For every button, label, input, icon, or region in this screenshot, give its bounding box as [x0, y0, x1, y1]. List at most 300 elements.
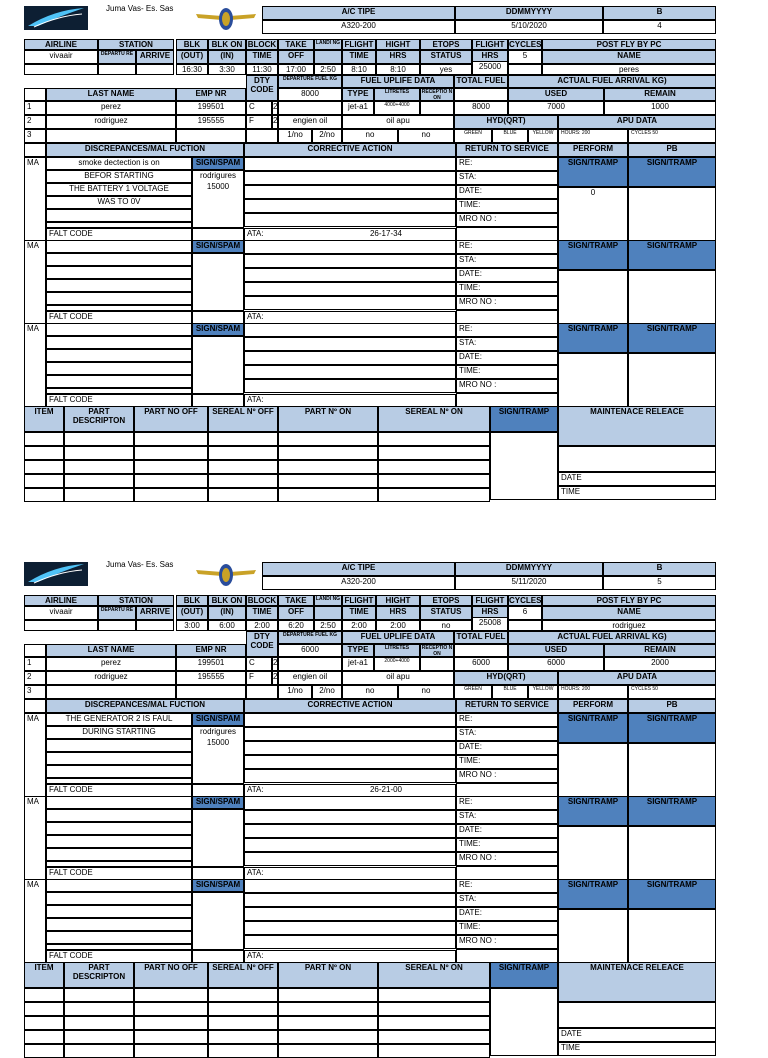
pb-sign-tramp: SIGN/TRAMP [628, 879, 716, 909]
name-value: rodriguez [542, 620, 716, 631]
parts-cell [378, 432, 490, 446]
ma-label: MA [24, 240, 46, 325]
pb-sign-tramp: SIGN/TRAMP [628, 157, 716, 187]
logbook-sheet-1 [0, 0, 768, 500]
release-date-label: DATE [558, 1028, 716, 1042]
flight-time-label: FLIGHT [342, 595, 376, 606]
corrective-line [244, 199, 456, 213]
discrepancy-line [46, 765, 192, 778]
rts-sta: STA: [456, 893, 558, 907]
total-fuel-label: TOTAL FUEL [454, 75, 508, 88]
discrepancy-line [46, 879, 192, 892]
parts-cell [378, 446, 490, 460]
parts-cell [64, 446, 134, 460]
corrective-action-label: CORRECTIVE ACTION [244, 143, 456, 157]
crew-3-code [246, 129, 278, 143]
discrepancy-line [46, 323, 192, 336]
hight-hrs-value: 2:00 [376, 620, 420, 631]
discrepancy-line: THE BATTERY 1 VOLTAGE [46, 183, 192, 196]
discrepancy-line [46, 809, 192, 822]
winged-emblem-icon [194, 560, 258, 588]
departure-value [98, 620, 136, 631]
parts-cell [378, 1002, 490, 1016]
discrepancy-line [46, 240, 192, 253]
airline-blank [24, 64, 98, 75]
ma-label: MA [24, 713, 46, 798]
return-to-service-label: RETURN TO SERVICE [456, 699, 558, 713]
parts-sign-tramp: SIGN/TRAMP [490, 962, 558, 988]
etops-sub: STATUS [420, 50, 472, 64]
flight-time-sub: TIME [342, 50, 376, 64]
part-description-label: PART DESCRIPTON [64, 406, 134, 432]
fault-code-label: FALT CODE [46, 228, 192, 242]
fuel-uplift-label: FUEL UPLIFE DATA [342, 631, 454, 644]
discrepancy-line [46, 375, 192, 388]
rts-sta: STA: [456, 337, 558, 351]
dty-code-label: DTY CODE [246, 75, 278, 101]
oil-apu-2: no [398, 129, 454, 143]
arrive-label: ARRIVE [136, 606, 174, 620]
block-sub: TIME [246, 606, 278, 620]
parts-cell [208, 460, 278, 474]
block-time-value: 2:00 [246, 620, 278, 631]
ma-label: MA [24, 879, 46, 964]
litres-value: 4000+4000 [374, 101, 420, 115]
actual-fuel-label: ACTUAL FUEL ARRIVAL KG) [508, 631, 716, 644]
corrective-line [244, 921, 456, 935]
crew-3-emp-nr [176, 129, 246, 143]
etops-sub: STATUS [420, 606, 472, 620]
hight-hrs-value: 8:10 [376, 64, 420, 75]
arrive-label: ARRIVE [136, 50, 174, 64]
corrective-line [244, 796, 456, 810]
discrepancy-line [46, 336, 192, 349]
parts-cell [278, 1030, 378, 1044]
discrepancy-line [46, 905, 192, 918]
parts-cell [378, 474, 490, 488]
parts-sign-tramp: SIGN/TRAMP [490, 406, 558, 432]
parts-cell [208, 1044, 278, 1058]
maintenance-release-label: MAINTENACE RELEACE [558, 962, 716, 1002]
pb-sign-tramp: SIGN/TRAMP [628, 240, 716, 270]
crew-index-header [24, 88, 46, 101]
parts-cell [64, 460, 134, 474]
name-value: peres [542, 64, 716, 75]
item-label: ITEM [24, 962, 64, 988]
used-value: 7000 [508, 101, 604, 115]
sign-spam-label: SIGN/SPAM [192, 713, 244, 726]
reception-value [420, 657, 454, 671]
flight-hrs-label: FLIGHT [472, 595, 508, 606]
blk-out-sub: (OUT) [176, 606, 208, 620]
parts-cell [278, 446, 378, 460]
rts-time_lbl: TIME: [456, 199, 558, 213]
parts-cell [64, 1030, 134, 1044]
crew-3-last-name [46, 685, 176, 699]
departure-fuel-value: 8000 [278, 88, 342, 101]
oil-apu-2: no [398, 685, 454, 699]
rts-date_lbl: DATE: [456, 268, 558, 282]
block-label: BLOCK [247, 40, 277, 49]
rts-time_lbl: TIME: [456, 838, 558, 852]
parts-cell [64, 1044, 134, 1058]
fuel-type-value: jet-a1 [342, 101, 374, 115]
landing-sub [314, 50, 342, 64]
parts-cell [134, 446, 208, 460]
ata-label: ATA: [244, 228, 456, 242]
rts-re: RE: [456, 796, 558, 810]
parts-cell [278, 1002, 378, 1016]
crew-2-code-num: 2 [272, 115, 278, 129]
engine-oil-1: 1/no [278, 129, 312, 143]
flight-hrs-label: FLIGHT [472, 39, 508, 50]
pb-value [628, 353, 716, 408]
parts-cell [24, 488, 64, 502]
parts-cell [208, 1016, 278, 1030]
b-label: B [603, 562, 716, 576]
crew-1-last-name: perez [46, 101, 176, 115]
sign-spam-label: SIGN/SPAM [192, 796, 244, 809]
parts-cell [378, 988, 490, 1002]
etops-value: yes [420, 64, 472, 75]
rts-mro: MRO NO : [456, 852, 558, 866]
discrepancy-line [46, 279, 192, 292]
perform-value [558, 826, 628, 881]
departure-label: DEPARTU RE [98, 606, 136, 620]
total-fuel-blank [454, 88, 508, 101]
parts-cell [134, 1044, 208, 1058]
flight-hrs-value: 25000 [472, 61, 508, 75]
perform-value [558, 743, 628, 798]
discrepancy-line [46, 739, 192, 752]
parts-cell [24, 446, 64, 460]
emp-nr-label: EMP NR [176, 88, 246, 101]
rts-date_lbl: DATE: [456, 351, 558, 365]
discrepancy-line [46, 796, 192, 809]
pb-value [628, 826, 716, 881]
etops-label: ETOPS [420, 595, 472, 606]
ac-type-label: A/C TIPE [262, 562, 455, 576]
rts-time_lbl: TIME: [456, 282, 558, 296]
rts-date_lbl: DATE: [456, 824, 558, 838]
rts-mro: MRO NO : [456, 379, 558, 393]
crew-2-emp-nr: 195555 [176, 671, 246, 685]
engine-oil-2: 2/no [312, 129, 342, 143]
parts-cell [378, 1030, 490, 1044]
parts-cell [64, 1002, 134, 1016]
rts-time_lbl: TIME: [456, 755, 558, 769]
pb-label: PB [628, 143, 716, 157]
ac-type-label: A/C TIPE [262, 6, 455, 20]
airline-value: vivaair [24, 606, 98, 620]
parts-cell [378, 1016, 490, 1030]
ma-label: MA [24, 323, 46, 408]
disc-header-index [24, 699, 46, 713]
corrective-line [244, 240, 456, 254]
corrective-line [244, 254, 456, 268]
hight-label: HIGHT [376, 39, 420, 50]
discrepancy-line: WAS TO 0V [46, 196, 192, 209]
parts-cell [134, 488, 208, 502]
corrective-line [244, 337, 456, 351]
landing-sub [314, 606, 342, 620]
blk-on-label: BLK ON [208, 595, 246, 606]
sign-spam-value [192, 892, 244, 950]
part-no-off-label: PART NO OFF [134, 406, 208, 432]
parts-cell [278, 1044, 378, 1058]
crew-index-header [24, 644, 46, 657]
reception-label: RECEPTIO N ON [421, 89, 453, 101]
rts-sta: STA: [456, 171, 558, 185]
take-off-sub: OFF [278, 606, 314, 620]
take-off-value: 17:00 [278, 64, 314, 75]
apu-hours: HOURS: 200 [558, 129, 628, 143]
corrective-line [244, 323, 456, 337]
departure-label: DEPARTU RE [98, 50, 136, 64]
flight-hrs-sub: HRS [472, 50, 508, 64]
crew-row-3-index: 3 [24, 685, 46, 699]
parts-cell [208, 446, 278, 460]
parts-cell [378, 1044, 490, 1058]
parts-cell [208, 1002, 278, 1016]
maintenance-release-label: MAINTENACE RELEACE [558, 406, 716, 446]
perform-sign-tramp: SIGN/TRAMP [558, 323, 628, 353]
actual-fuel-label: ACTUAL FUEL ARRIVAL KG) [508, 75, 716, 88]
blk-on-label: BLK ON [208, 39, 246, 50]
discrepancy-line [46, 266, 192, 279]
cycles-label: CYCLES [509, 40, 542, 49]
landing-value: 2:50 [314, 64, 342, 75]
parts-cell [134, 1002, 208, 1016]
parts-cell [208, 1030, 278, 1044]
ata-code-value: 26-17-34 [369, 229, 403, 238]
discrepancy-line [46, 209, 192, 222]
part-no-off-label: PART NO OFF [134, 962, 208, 988]
parts-cell [278, 1016, 378, 1030]
oil-apu-label: oil apu [342, 115, 454, 129]
rts-re: RE: [456, 240, 558, 254]
remain-label: REMAIN [604, 88, 716, 101]
corrective-line [244, 852, 456, 866]
fault-code-label: FALT CODE [46, 950, 192, 964]
airline-blank [24, 620, 98, 631]
name-label: NAME [542, 50, 716, 64]
sign-spam-label: SIGN/SPAM [192, 157, 244, 170]
perform-value [558, 270, 628, 325]
name-label: NAME [542, 606, 716, 620]
parts-cell [64, 474, 134, 488]
date-value: 5/10/2020 [455, 20, 603, 34]
return-to-service-label: RETURN TO SERVICE [456, 143, 558, 157]
crew-2-code-num: 2 [272, 671, 278, 685]
flight-time-value: 8:10 [342, 64, 376, 75]
crew-3-code [246, 685, 278, 699]
parts-cell [24, 1016, 64, 1030]
remain-value: 1000 [604, 101, 716, 115]
parts-cell [208, 474, 278, 488]
sign-spam-value: rodrigures [192, 726, 244, 784]
discrepancy-line: DURING STARTING [46, 726, 192, 739]
parts-cell [24, 432, 64, 446]
rts-date_lbl: DATE: [456, 907, 558, 921]
fault-code-label: FALT CODE [46, 784, 192, 798]
apu-cycles: CYCLES 50 [628, 685, 716, 699]
emp-nr-label: EMP NR [176, 644, 246, 657]
blk-out-value: 16:30 [176, 64, 208, 75]
pb-sign-tramp: SIGN/TRAMP [628, 796, 716, 826]
discrepancy-line: smoke dectection is on [46, 157, 192, 170]
apu-cycles: CYCLES 50 [628, 129, 716, 143]
hyd-label: HYD(QRT) [454, 115, 558, 129]
b-label: B [603, 6, 716, 20]
parts-cell [64, 432, 134, 446]
pb-value [628, 187, 716, 242]
crew-1-code: C [246, 657, 272, 671]
parts-cell [278, 460, 378, 474]
reception-value [420, 101, 454, 115]
rts-mro: MRO NO : [456, 213, 558, 227]
crew-row-3-index: 3 [24, 129, 46, 143]
ata-label: ATA: [244, 784, 456, 798]
hyd-yellow: YELLOW [528, 685, 558, 699]
fault-code-label: FALT CODE [46, 867, 192, 881]
arrive-value [136, 620, 174, 631]
crew-1-blank [278, 101, 342, 115]
rts-sta: STA: [456, 727, 558, 741]
take-off-value: 6:20 [278, 620, 314, 631]
parts-cell [208, 988, 278, 1002]
rts-re: RE: [456, 157, 558, 171]
apu-data-label: APU DATA [558, 115, 716, 129]
crew-2-last-name: rodriguez [46, 115, 176, 129]
total-fuel-value: 8000 [454, 101, 508, 115]
take-off-label: TAKE [278, 39, 314, 50]
dty-code-label: DTY CODE [246, 631, 278, 657]
hyd-blue: BLUE [492, 129, 528, 143]
total-fuel-blank [454, 644, 508, 657]
serial-off-label: SEREAL Nº OFF [208, 406, 278, 432]
parts-cell [278, 988, 378, 1002]
crew-2-code: F [246, 671, 272, 685]
corrective-line [244, 351, 456, 365]
engine-oil-label: engien oil [278, 115, 342, 129]
discrepancy-line: BEFOR STARTING [46, 170, 192, 183]
oil-apu-label: oil apu [342, 671, 454, 685]
fuel-type-label: TYPE [342, 644, 374, 657]
sign-spam-number: 15000 [206, 738, 230, 747]
corrective-line [244, 185, 456, 199]
hight-label: HIGHT [376, 595, 420, 606]
b-value: 5 [603, 576, 716, 590]
corrective-line [244, 907, 456, 921]
perform-sign-tramp: SIGN/TRAMP [558, 240, 628, 270]
parts-cell [278, 474, 378, 488]
perform-sign-tramp: SIGN/TRAMP [558, 796, 628, 826]
serial-on-label: SEREAL Nº ON [378, 962, 490, 988]
ata-label: ATA: [244, 394, 456, 408]
parts-cell [208, 432, 278, 446]
corrective-line [244, 713, 456, 727]
engine-oil-label: engien oil [278, 671, 342, 685]
fuel-type-value: jet-a1 [342, 657, 374, 671]
corrective-line [244, 282, 456, 296]
corrective-line [244, 268, 456, 282]
landing-value: 2:50 [314, 620, 342, 631]
airline-label: AIRLINE [24, 39, 98, 50]
parts-cell [278, 488, 378, 502]
discrepancies-label: DISCREPANCES/MAL FUCTION [46, 699, 244, 713]
total-fuel-value: 6000 [454, 657, 508, 671]
crew-1-code: C [246, 101, 272, 115]
company-name: Juma Vas- Es. Sas [106, 560, 174, 569]
corrective-line [244, 741, 456, 755]
corrective-action-label: CORRECTIVE ACTION [244, 699, 456, 713]
hyd-yellow: YELLOW [528, 129, 558, 143]
hight-sub: HRS [376, 606, 420, 620]
pb-value [628, 743, 716, 798]
corrective-line [244, 727, 456, 741]
station-label: STATION [98, 39, 174, 50]
parts-cell [24, 460, 64, 474]
discrepancy-line [46, 931, 192, 944]
crew-1-code-num: 2 [272, 101, 278, 115]
blk-out-sub: (OUT) [176, 50, 208, 64]
used-value: 6000 [508, 657, 604, 671]
ata-label: ATA: [244, 867, 456, 881]
remain-value: 2000 [604, 657, 716, 671]
sign-spam-value [192, 809, 244, 867]
rts-re: RE: [456, 879, 558, 893]
discrepancy-line [46, 822, 192, 835]
etops-label: ETOPS [420, 39, 472, 50]
parts-sign-value [490, 988, 558, 1056]
discrepancy-line [46, 892, 192, 905]
arrive-value [136, 64, 174, 75]
discrepancy-line [46, 752, 192, 765]
discrepancy-line [46, 349, 192, 362]
item-label: ITEM [24, 406, 64, 432]
fuel-type-label: TYPE [342, 88, 374, 101]
flight-hrs-sub: HRS [472, 606, 508, 620]
parts-cell [134, 988, 208, 1002]
sign-spam-number: 15000 [206, 182, 230, 191]
fault-code-label: FALT CODE [46, 311, 192, 325]
block-time-value: 11:30 [246, 64, 278, 75]
perform-label: PERFORM [558, 699, 628, 713]
parts-cell [64, 488, 134, 502]
parts-cell [134, 474, 208, 488]
pb-value [628, 909, 716, 964]
rts-date_lbl: DATE: [456, 185, 558, 199]
litres-value: 2000+4000 [374, 657, 420, 671]
rts-re: RE: [456, 713, 558, 727]
parts-cell [134, 460, 208, 474]
flight-time-label: FLIGHT [342, 39, 376, 50]
oil-apu-1: no [342, 129, 398, 143]
hyd-label: HYD(QRT) [454, 671, 558, 685]
discrepancy-line [46, 918, 192, 931]
engine-oil-2: 2/no [312, 685, 342, 699]
corrective-line [244, 838, 456, 852]
ac-type-value: A320-200 [262, 20, 455, 34]
ma-label: MA [24, 796, 46, 881]
release-date-label: DATE [558, 472, 716, 486]
corrective-line [244, 365, 456, 379]
corrective-line [244, 893, 456, 907]
perform-sign-tramp: SIGN/TRAMP [558, 879, 628, 909]
sign-spam-value [192, 336, 244, 394]
oil-apu-1: no [342, 685, 398, 699]
